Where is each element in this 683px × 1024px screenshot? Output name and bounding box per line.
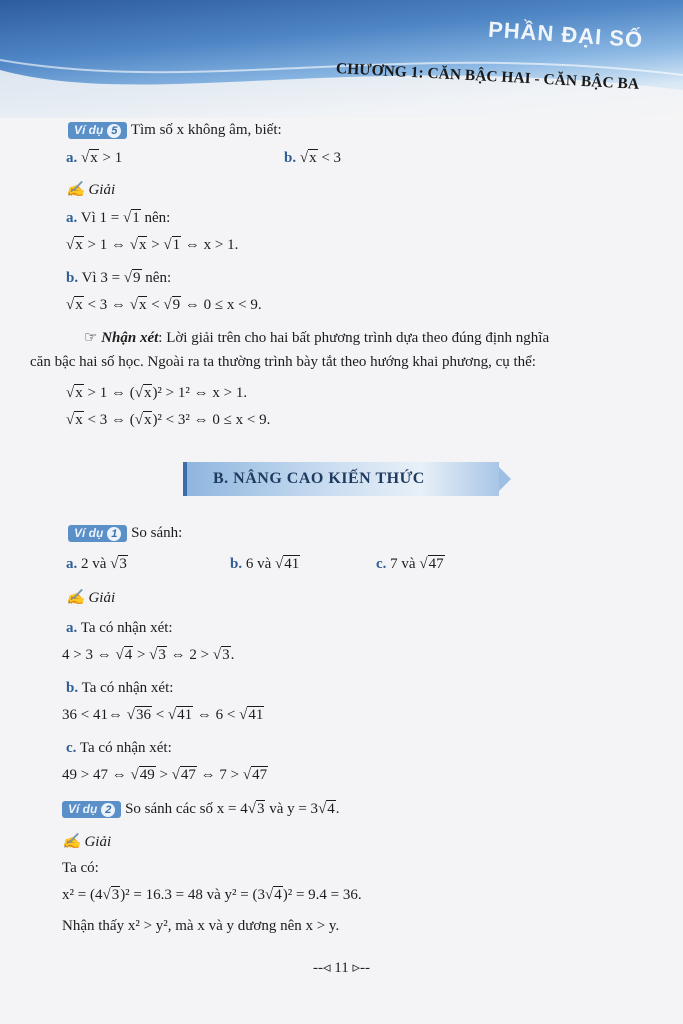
ex5-part-a: a. √x > 1 — [66, 150, 123, 166]
ex5-sol-b2: √x < 3 ⇔ √x < √9 ⇔ 0 ≤ x < 9. — [66, 297, 262, 313]
ex5-sol-b1: b. Vì 3 = √9 nên: — [66, 270, 172, 286]
ex1-part-a: a. 2 và √3 — [66, 556, 127, 572]
ex1-sol-b-text: b. Ta có nhận xét: — [66, 680, 174, 696]
ex5-remark-line2: căn bậc hai số học. Ngoài ra ta thường trình bày tắt theo hướng khai phương, cụ thể: — [30, 354, 536, 370]
ex5-remark-eq1: √x > 1 ⇔ (√x)² > 1² ⇔ x > 1. — [66, 385, 248, 401]
ex1-sol-c-text: c. Ta có nhận xét: — [66, 740, 172, 756]
ex5-sol-a1: a. Vì 1 = √1 nên: — [66, 210, 171, 226]
ex1-sol-c-eq: 49 > 47 ⇔ √49 > √47 ⇔ 7 > √47 — [62, 767, 268, 783]
section-title: B. NÂNG CAO KIẾN THỨC — [213, 470, 425, 487]
ex5-remark-line1: ☞ Nhận xét: Lời giải trên cho hai bất phương trình dựa theo đúng định nghĩa — [84, 330, 550, 346]
pencil-icon: ✍ — [66, 590, 85, 606]
chapter-title: CHƯƠNG 1: CĂN BẬC HAI - CĂN BẬC BA — [335, 60, 640, 93]
pointing-hand-icon: ☞ — [84, 330, 98, 346]
ex1-part-b: b. 6 và √41 — [230, 556, 300, 572]
ex2-conclusion: Nhận thấy x² > y², mà x và y dương nên x > y. — [62, 918, 340, 934]
ex1-part-c: c. 7 và √47 — [376, 556, 444, 572]
ex5-part-b: b. √x < 3 — [284, 150, 342, 166]
ex5-prompt-line: Ví dụ 5 Tìm số x không âm, biết: — [68, 122, 282, 139]
example-badge: Ví dụ 1 — [68, 525, 127, 542]
ex1-sol-a-text: a. Ta có nhận xét: — [66, 620, 173, 636]
ex2-prompt-line: Ví dụ 2 So sánh các số x = 4√3 và y = 3√4. — [62, 801, 340, 818]
ex5-sol-a2: √x > 1 ⇔ √x > √1 ⇔ x > 1. — [66, 237, 239, 253]
ex1-prompt-line: Ví dụ 1 So sánh: — [68, 525, 182, 542]
ex2-solution-heading: ✍ Giải — [62, 834, 112, 850]
ex5-solution-heading: ✍ Giải — [66, 182, 116, 198]
ex1-sol-b-eq: 36 < 41⇔ √36 < √41 ⇔ 6 < √41 — [62, 707, 264, 723]
pencil-icon: ✍ — [62, 834, 81, 850]
ex2-line1: Ta có: — [62, 860, 99, 876]
ex1-sol-a-eq: 4 > 3 ⇔ √4 > √3 ⇔ 2 > √3. — [62, 647, 235, 663]
pencil-icon: ✍ — [66, 182, 85, 198]
ex1-solution-heading: ✍ Giải — [66, 590, 116, 606]
ex2-equation: x² = (4√3)² = 16.3 = 48 và y² = (3√4)² = 9.4 = 36. — [62, 887, 362, 903]
example-badge: Ví dụ 5 — [68, 122, 127, 139]
page-number: --◃ 11 ▹-- — [313, 960, 370, 976]
ex5-remark-eq2: √x < 3 ⇔ (√x)² < 3² ⇔ 0 ≤ x < 9. — [66, 412, 271, 428]
example-badge: Ví dụ 2 — [62, 801, 121, 818]
part-title: PHẦN ĐẠI SỐ — [487, 16, 644, 53]
